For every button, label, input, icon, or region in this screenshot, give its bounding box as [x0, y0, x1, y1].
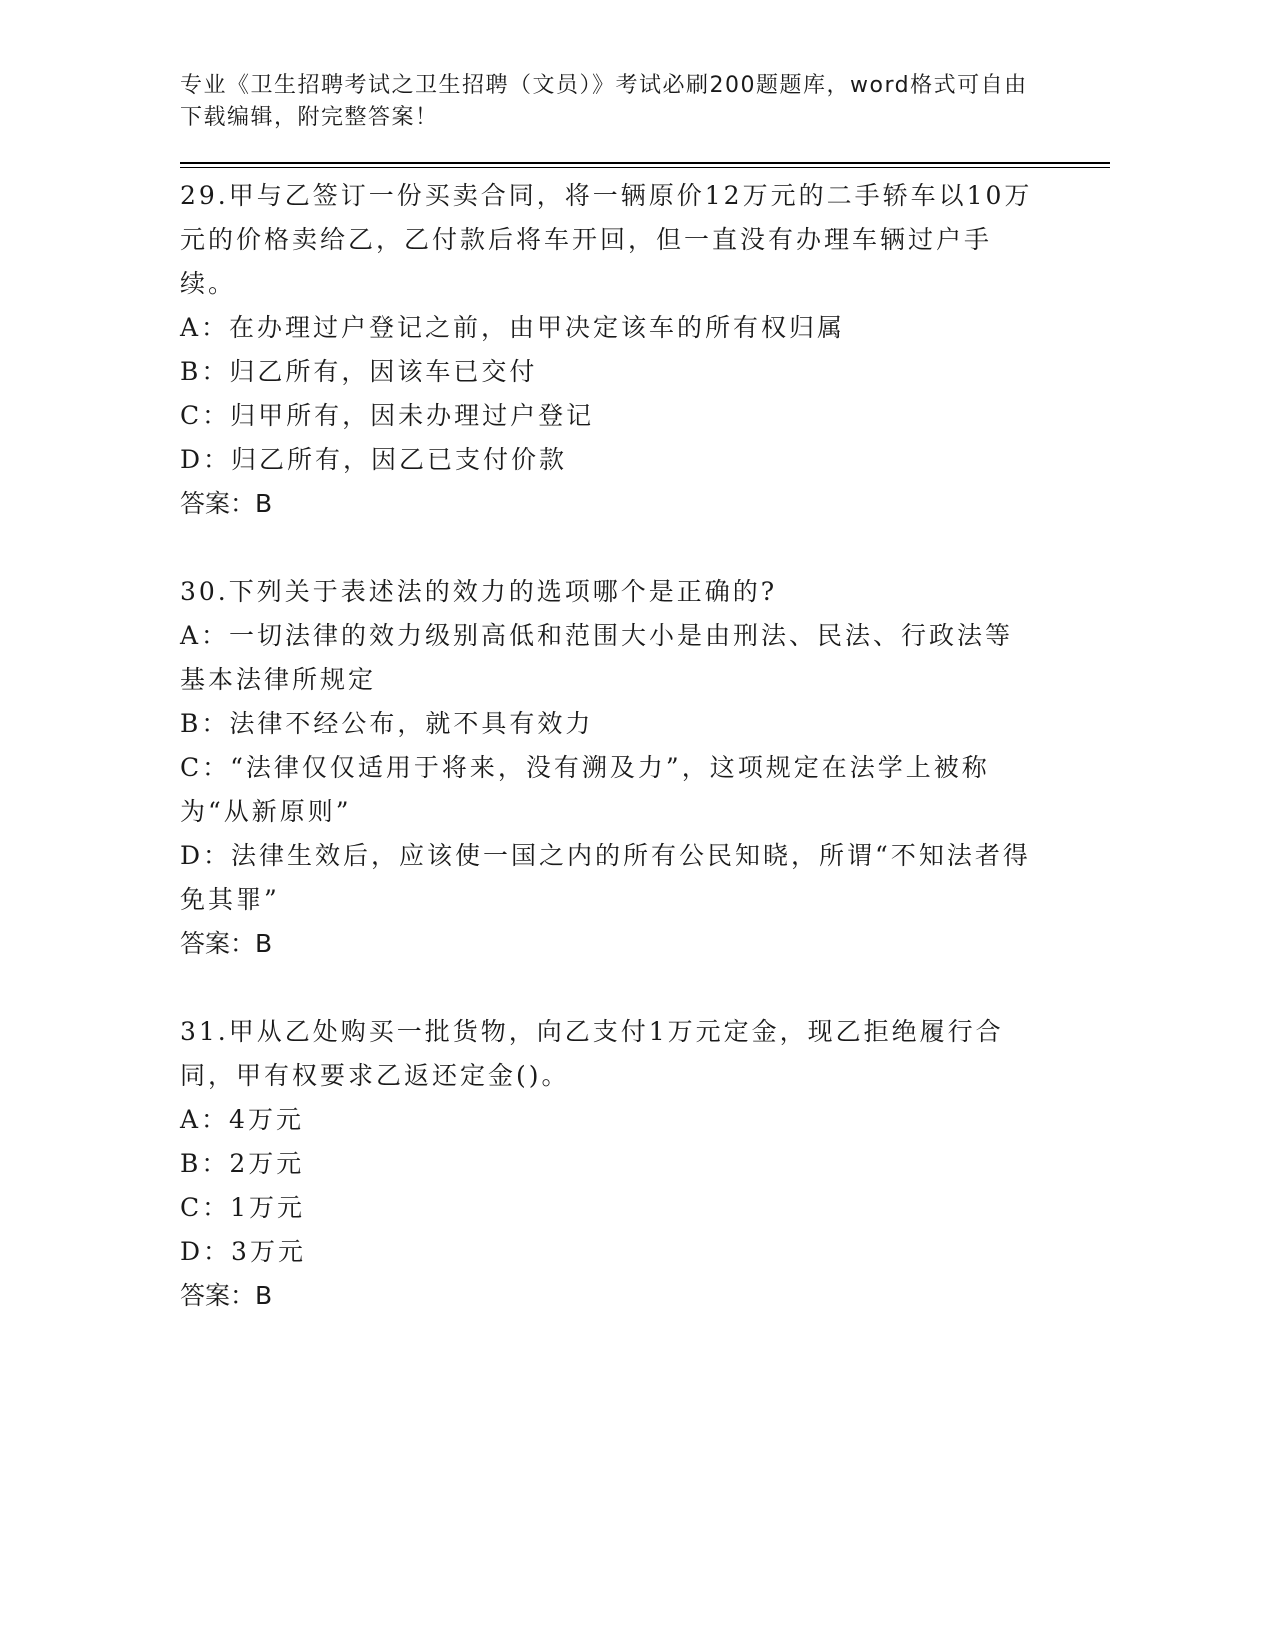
question-item	[180, 174, 1040, 526]
answer-line: 答案：B	[180, 1281, 273, 1310]
option-d: D：法律生效后，应该使一国之内的所有公民知晓，所谓“不知法者得免其罪”	[180, 841, 1031, 914]
option-b: B：法律不经公布，就不具有效力	[180, 709, 594, 738]
option-b: B：2万元	[180, 1149, 305, 1178]
option-a: A：4万元	[180, 1105, 304, 1134]
question-stem: 31.甲从乙处购买一批货物，向乙支付1万元定金，现乙拒绝履行合同，甲有权要求乙返还定金()。	[180, 1017, 1004, 1090]
document-header: 专业《卫生招聘考试之卫生招聘（文员）》考试必刷200题题库，word格式可自由下载编辑，附完整答案！	[180, 73, 1028, 130]
question-stem: 30.下列关于表述法的效力的选项哪个是正确的?	[180, 577, 778, 606]
option-a: A：在办理过户登记之前，由甲决定该车的所有权归属	[180, 313, 846, 342]
header-divider	[180, 162, 1110, 168]
answer-line: 答案：B	[180, 929, 273, 958]
option-c: C：1万元	[180, 1193, 306, 1222]
option-b: B：归乙所有，因该车已交付	[180, 357, 538, 386]
option-d: D：3万元	[180, 1237, 306, 1266]
question-list	[180, 174, 1110, 1318]
option-a: A：一切法律的效力级别高低和范围大小是由刑法、民法、行政法等基本法律所规定	[180, 621, 1014, 694]
question-item	[180, 1010, 1040, 1318]
question-item	[180, 570, 1040, 966]
answer-line: 答案：B	[180, 489, 273, 518]
document-page	[180, 70, 1110, 1318]
option-c: C：归甲所有，因未办理过户登记	[180, 401, 595, 430]
option-d: D：归乙所有，因乙已支付价款	[180, 445, 568, 474]
question-stem: 29.甲与乙签订一份买卖合同，将一辆原价12万元的二手轿车以10万元的价格卖给乙，乙付款后将车开回，但一直没有办理车辆过户手续。	[180, 181, 1033, 298]
option-c: C：“法律仅仅适用于将来，没有溯及力”，这项规定在法学上被称为“从新原则”	[180, 753, 990, 826]
